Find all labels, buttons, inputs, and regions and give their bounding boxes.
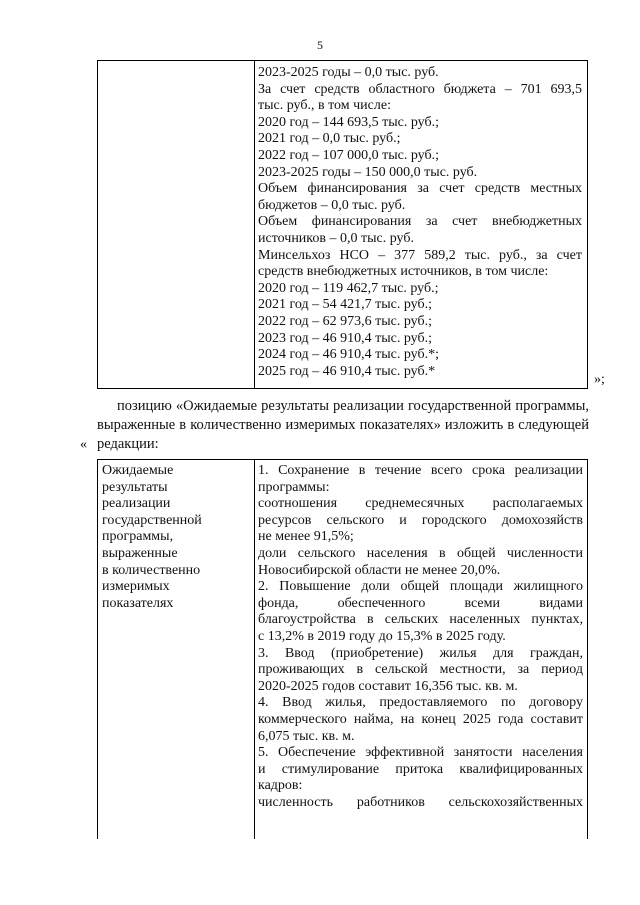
table-column-divider [254,460,255,839]
result-line: кадров: [258,778,303,794]
funding-line: 2023 год – 46 910,4 тыс. руб.; [258,330,432,346]
result-line: 3. Ввод (приобретение) жилья для граждан, [258,645,583,661]
result-line: программы: [258,479,330,495]
result-line: доли сельского населения в общей численности [258,545,583,561]
funding-line: источников – 0,0 тыс. руб. [258,230,414,246]
result-line: 6,075 тыс. кв. м. [258,728,355,744]
result-line: 5. Обеспечение эффективной занятости населения [258,745,583,761]
result-line: с 13,2% в 2019 году до 15,3% в 2025 году. [258,628,506,644]
funding-line: 2020 год – 119 462,7 тыс. руб.; [258,280,439,296]
funding-line: Минсельхоз НСО – 377 589,2 тыс. руб., за счет [258,247,582,263]
result-line: 2020-2025 годов составит 16,356 тыс. кв. м. [258,678,518,694]
label-line: реализации [102,496,171,512]
closing-quote: »; [594,372,605,387]
result-line: коммерческого найма, на конец 2025 года составит [258,711,583,727]
funding-line: Объем финансирования за счет внебюджетных [258,214,582,230]
funding-line: 2021 год – 0,0 тыс. руб.; [258,131,401,147]
funding-line: 2025 год – 46 910,4 тыс. руб.* [258,363,436,379]
result-line: соотношения среднемесячных располагаемых [258,496,583,512]
amendment-paragraph [97,397,589,454]
result-line: фонда, обеспеченного всеми видами [258,595,583,611]
funding-table [97,60,588,389]
result-line: Новосибирской области не менее 20,0%. [258,562,501,578]
funding-line: 2024 год – 46 910,4 тыс. руб.*; [258,347,439,363]
funding-line: 2023-2025 годы – 150 000,0 тыс. руб. [258,164,478,180]
result-line: не менее 91,5%; [258,529,354,545]
label-line: в количественно [102,562,201,578]
funding-line: бюджетов – 0,0 тыс. руб. [258,197,406,213]
result-line: 1. Сохранение в течение всего срока реализации [258,463,583,478]
label-line: измеримых [102,579,170,595]
funding-line: 2022 год – 107 000,0 тыс. руб.; [258,147,439,163]
result-line: численность работников сельскохозяйственных [258,794,583,810]
result-line: благоустройства в сельских населенных пунктах, [258,612,583,628]
funding-line: 2020 год – 144 693,5 тыс. руб.; [258,114,439,130]
result-line: и стимулирование притока квалифицированных [258,761,583,777]
opening-quote: « [80,437,87,452]
paragraph-line: позицию «Ожидаемые результаты реализации государственной программы, [117,398,589,414]
result-line: 4. Ввод жилья, предоставляемого по договору [258,695,583,711]
funding-line: За счет средств областного бюджета – 701 693,5 [258,81,582,97]
label-line: государственной [102,512,202,528]
funding-line: 2021 год – 54 421,7 тыс. руб.; [258,297,432,313]
page-number: 5 [317,38,323,52]
paragraph-line: редакции: [97,436,159,452]
label-line: выраженные [102,545,178,561]
label-line: программы, [102,529,174,545]
table-column-divider [254,61,255,388]
funding-line: 2022 год – 62 973,6 тыс. руб.; [258,313,432,329]
funding-line: тыс. руб., в том числе: [258,98,391,114]
paragraph-line: выраженные в количественно измеримых показателях» изложить в следующей [97,417,589,433]
funding-line: 2023-2025 годы – 0,0 тыс. руб. [258,65,439,80]
label-line: Ожидаемые [102,463,174,478]
funding-line: Объем финансирования за счет средств местных [258,181,582,197]
result-line: проживающих в сельской местности, за период [258,662,583,678]
result-line: ресурсов сельского и городского домохозяйств [258,512,583,528]
funding-table-text [258,65,582,380]
label-line: результаты [102,479,168,495]
funding-line: средств внебюджетных источников, в том числе: [258,264,549,280]
results-table [97,459,588,839]
results-table-value-cell [258,463,583,811]
results-table-label-cell [102,463,250,612]
label-line: показателях [102,595,174,611]
result-line: 2. Повышение доли общей площади жилищного [258,579,583,595]
